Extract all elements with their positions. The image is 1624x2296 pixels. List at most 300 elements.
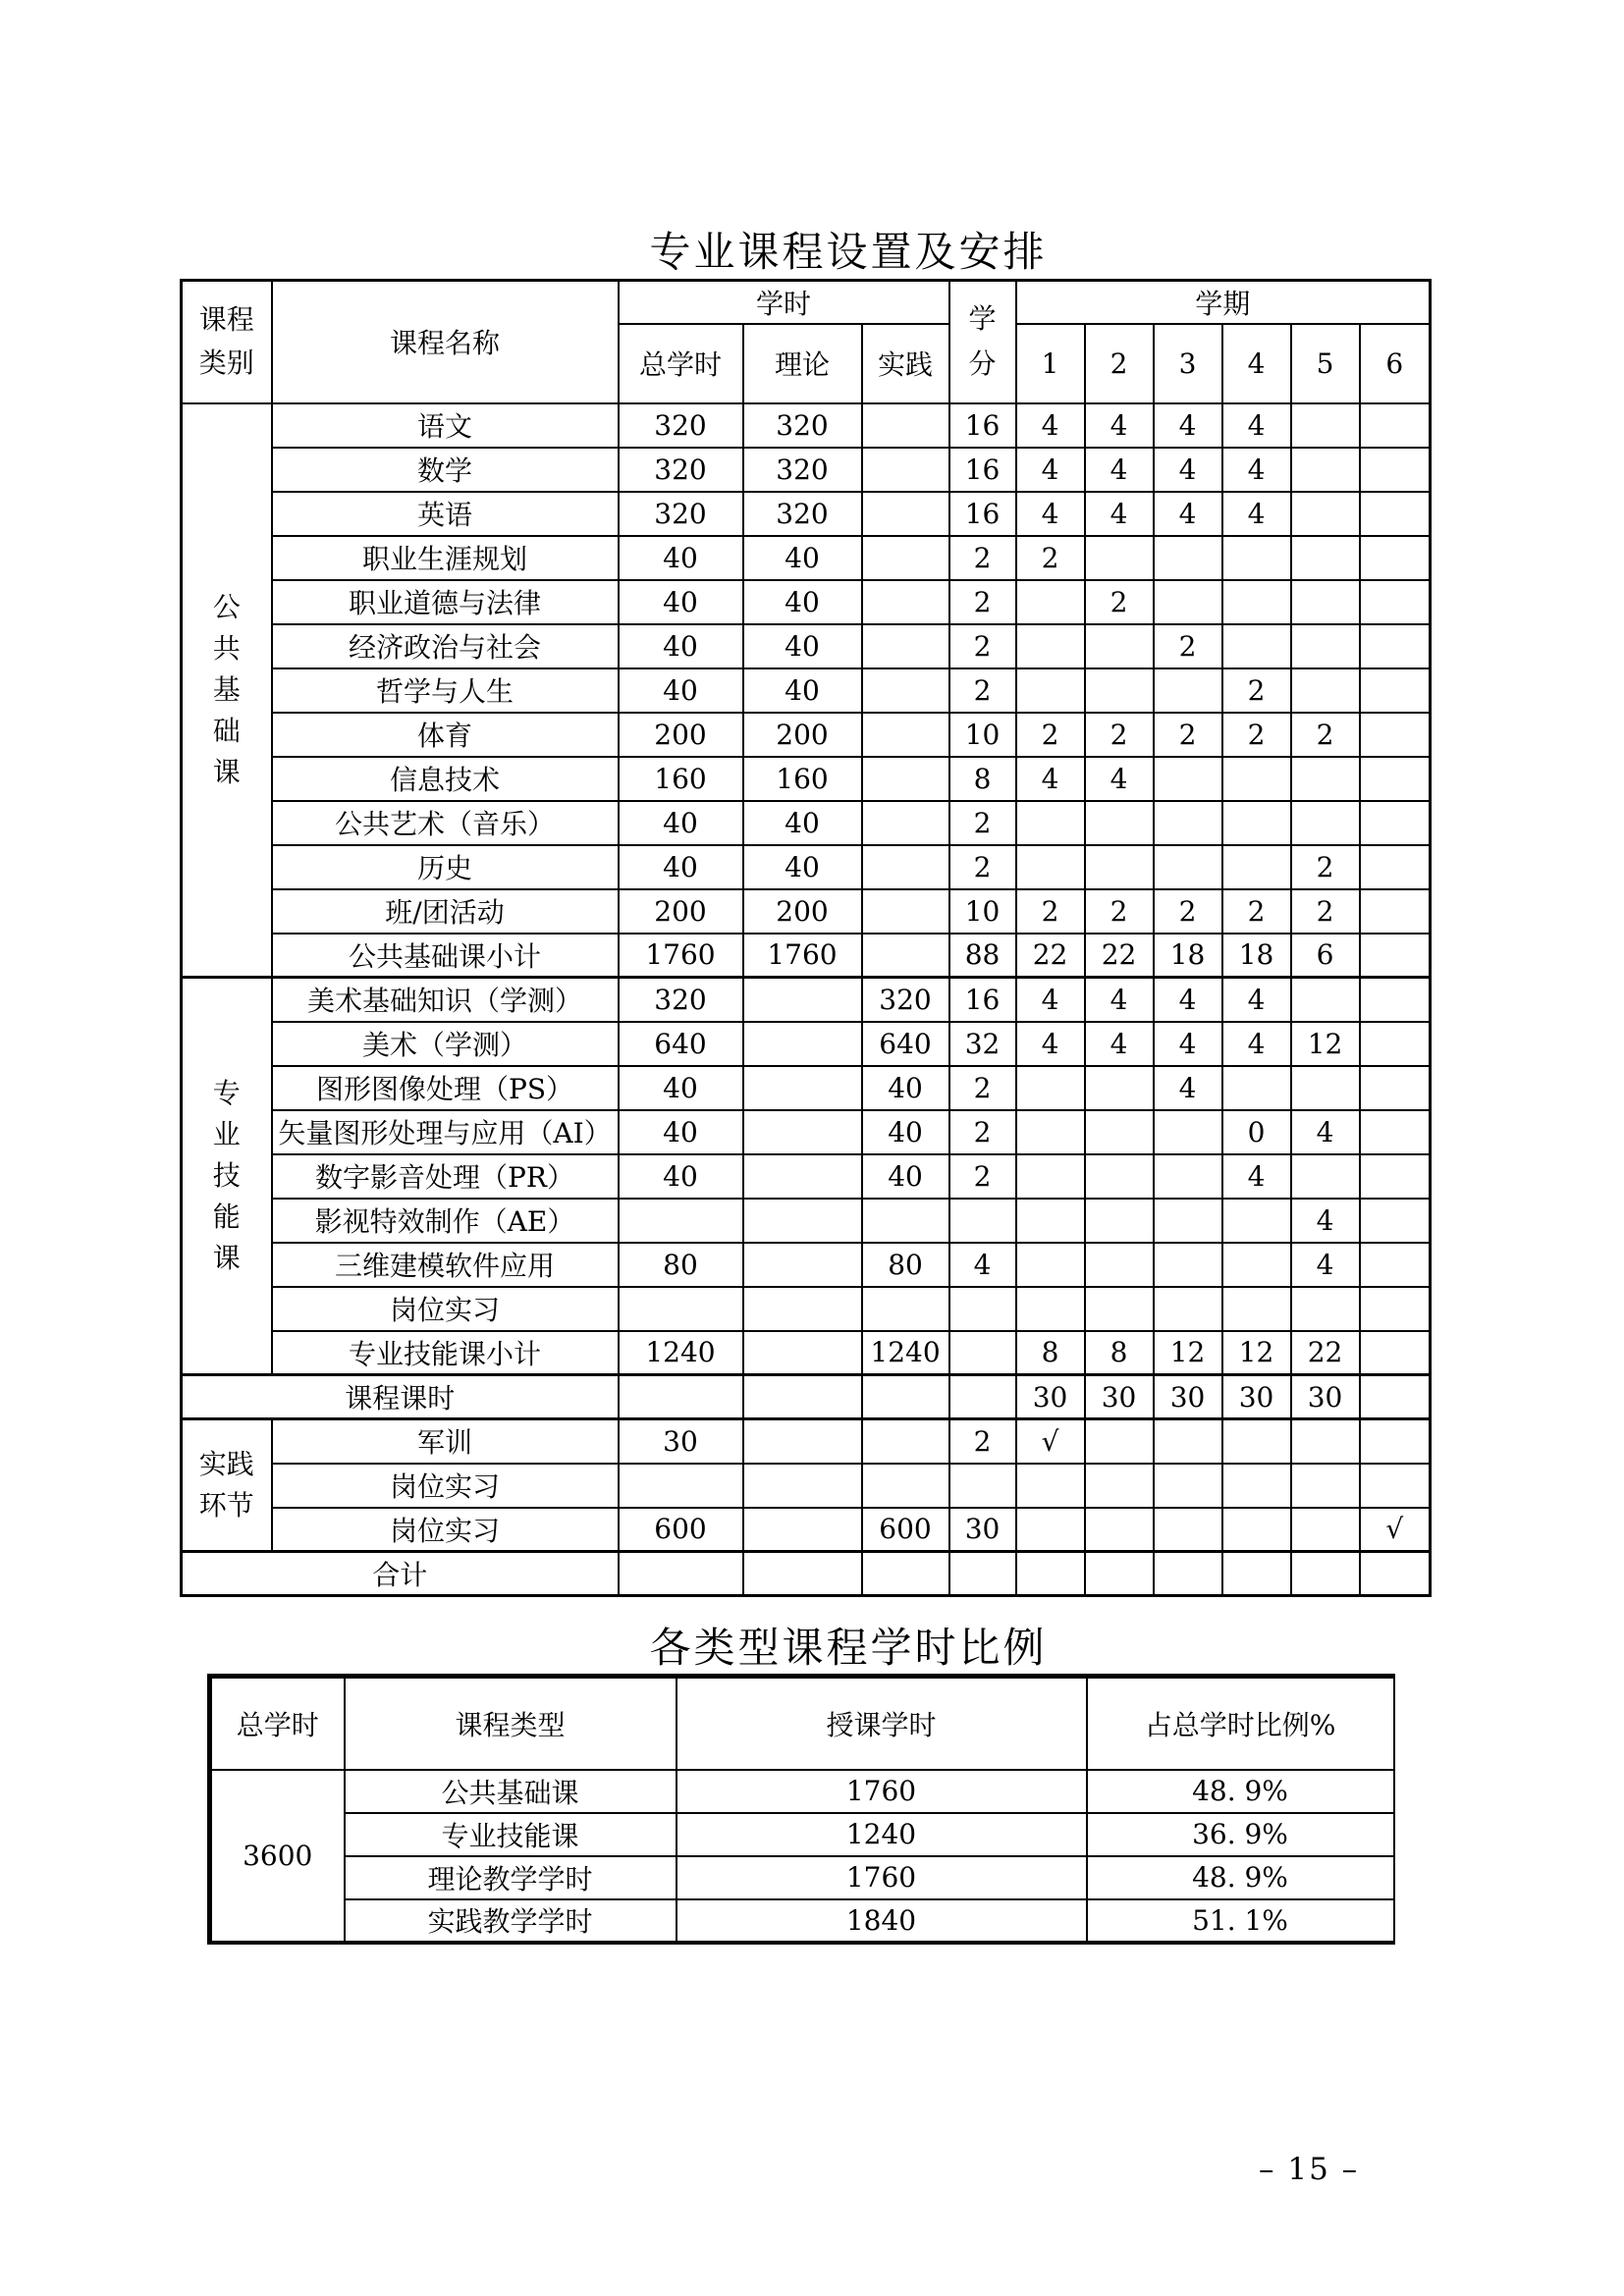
value-cell (949, 1552, 1016, 1596)
value-cell (743, 1154, 862, 1199)
value-cell: 80 (619, 1243, 743, 1287)
value-cell: 22 (1085, 934, 1154, 978)
value-cell: 4 (1016, 978, 1085, 1022)
value-cell: 2 (1154, 624, 1222, 668)
value-cell: 320 (743, 492, 862, 536)
category-label (182, 978, 272, 1375)
value-cell (743, 1199, 862, 1243)
value-cell (1360, 624, 1431, 668)
value-cell (1222, 1508, 1291, 1552)
value-cell: 8 (949, 757, 1016, 801)
course-name-cell: 历史 (272, 845, 619, 889)
value-cell (1291, 1419, 1360, 1464)
value-cell: 40 (743, 668, 862, 713)
value-cell (1291, 1066, 1360, 1110)
value-cell (1085, 536, 1154, 580)
table-row (182, 1022, 1431, 1066)
value-cell: 16 (949, 492, 1016, 536)
value-cell (1085, 1110, 1154, 1154)
course-name-cell: 语文 (272, 403, 619, 448)
value-cell: 4 (1085, 757, 1154, 801)
value-cell: 88 (949, 934, 1016, 978)
value-cell (1016, 1110, 1085, 1154)
value-cell (1360, 934, 1431, 978)
table-row (182, 1287, 1431, 1331)
value-cell: 8 (1016, 1331, 1085, 1375)
value-cell (862, 536, 949, 580)
value-cell: 40 (743, 801, 862, 845)
value-cell: 30 (949, 1508, 1016, 1552)
course-name-cell: 合计 (182, 1552, 619, 1596)
value-cell (1291, 536, 1360, 580)
value-cell (1360, 1287, 1431, 1331)
hours-ratio-table (207, 1674, 1395, 1945)
value-cell (1360, 1243, 1431, 1287)
value-cell: 80 (862, 1243, 949, 1287)
table2-title: 各类型课程学时比例 (649, 1624, 1048, 1672)
value-cell (862, 757, 949, 801)
value-cell: 40 (619, 801, 743, 845)
course-schedule-table-wrap (180, 279, 1432, 1597)
value-cell (1016, 1508, 1085, 1552)
course-name-cell: 数字影音处理（PR） (272, 1154, 619, 1199)
value-cell: 4 (1222, 403, 1291, 448)
teaching-hours-cell: 1240 (677, 1813, 1087, 1856)
value-cell (1360, 1331, 1431, 1375)
value-cell (1085, 1199, 1154, 1243)
ratio-header-row (210, 1677, 1394, 1770)
value-cell: 40 (743, 536, 862, 580)
percent-cell: 36. 9% (1087, 1813, 1394, 1856)
table-row (182, 1110, 1431, 1154)
course-name-cell: 英语 (272, 492, 619, 536)
value-cell: 8 (1085, 1331, 1154, 1375)
value-cell: 2 (949, 1154, 1016, 1199)
value-cell (1222, 580, 1291, 624)
value-cell: 40 (619, 536, 743, 580)
value-cell: 2 (1016, 536, 1085, 580)
header-course-category (182, 281, 272, 403)
table-row (182, 801, 1431, 845)
value-cell (862, 713, 949, 757)
value-cell (1222, 801, 1291, 845)
value-cell: 4 (1154, 978, 1222, 1022)
value-cell: 1240 (619, 1331, 743, 1375)
ratio-row (210, 1813, 1394, 1856)
value-cell (1154, 1287, 1222, 1331)
value-cell (1291, 1464, 1360, 1508)
value-cell (1291, 1552, 1360, 1596)
course-type-cell: 理论教学学时 (345, 1856, 677, 1899)
header-course-name: 课程名称 (272, 281, 619, 403)
value-cell: 4 (1222, 448, 1291, 492)
value-cell: 1760 (743, 934, 862, 978)
value-cell: 320 (862, 978, 949, 1022)
value-cell: 4 (949, 1243, 1016, 1287)
value-cell: 30 (1154, 1375, 1222, 1419)
value-cell (1360, 1110, 1431, 1154)
table-row (182, 978, 1431, 1022)
value-cell: 4 (1085, 978, 1154, 1022)
header-semester-6: 6 (1360, 324, 1431, 403)
course-name-cell: 课程课时 (182, 1375, 619, 1419)
value-cell (1085, 1508, 1154, 1552)
value-cell (1154, 1419, 1222, 1464)
value-cell (1360, 1022, 1431, 1066)
value-cell (1085, 624, 1154, 668)
value-cell (1222, 1199, 1291, 1243)
course-name-cell: 三维建模软件应用 (272, 1243, 619, 1287)
value-cell: 2 (1222, 889, 1291, 934)
value-cell: 4 (1085, 448, 1154, 492)
value-cell (949, 1331, 1016, 1375)
value-cell: 16 (949, 448, 1016, 492)
course-name-cell: 哲学与人生 (272, 668, 619, 713)
table-row (182, 1199, 1431, 1243)
value-cell (619, 1199, 743, 1243)
value-cell (743, 1552, 862, 1596)
value-cell: 30 (1222, 1375, 1291, 1419)
value-cell (862, 580, 949, 624)
value-cell: 2 (949, 801, 1016, 845)
value-cell: 1240 (862, 1331, 949, 1375)
ratio-row (210, 1899, 1394, 1943)
value-cell: 4 (1085, 1022, 1154, 1066)
value-cell (949, 1464, 1016, 1508)
value-cell (1154, 1154, 1222, 1199)
category-label (182, 1419, 272, 1552)
value-cell (1222, 624, 1291, 668)
table1-title: 专业课程设置及安排 (649, 228, 1048, 276)
value-cell (1154, 757, 1222, 801)
course-name-cell: 数学 (272, 448, 619, 492)
header-theory: 理论 (743, 324, 862, 403)
value-cell (1360, 1375, 1431, 1419)
value-cell (1291, 624, 1360, 668)
value-cell: 320 (619, 448, 743, 492)
teaching-hours-cell: 1760 (677, 1770, 1087, 1813)
value-cell: 40 (619, 1066, 743, 1110)
value-cell (1016, 845, 1085, 889)
header-semester-5: 5 (1291, 324, 1360, 403)
course-name-cell: 公共艺术（音乐） (272, 801, 619, 845)
value-cell (743, 1243, 862, 1287)
header-semester-1: 1 (1016, 324, 1085, 403)
value-cell: 30 (619, 1419, 743, 1464)
value-cell (1222, 757, 1291, 801)
value-cell: 600 (619, 1508, 743, 1552)
course-name-cell: 信息技术 (272, 757, 619, 801)
hours-ratio-table-wrap (207, 1674, 1395, 1945)
value-cell: 4 (1291, 1199, 1360, 1243)
value-cell (1154, 1464, 1222, 1508)
value-cell: 1760 (619, 934, 743, 978)
value-cell (1016, 1464, 1085, 1508)
value-cell: 2 (1291, 713, 1360, 757)
value-cell (1222, 1066, 1291, 1110)
value-cell (1222, 1287, 1291, 1331)
course-name-cell: 岗位实习 (272, 1287, 619, 1331)
value-cell: 4 (1154, 403, 1222, 448)
course-name-cell: 公共基础课小计 (272, 934, 619, 978)
header-credits (949, 281, 1016, 403)
course-name-cell: 军训 (272, 1419, 619, 1464)
category-label (182, 403, 272, 978)
value-cell (1154, 668, 1222, 713)
value-cell: 16 (949, 403, 1016, 448)
value-cell (1016, 580, 1085, 624)
table-row (182, 624, 1431, 668)
course-type-cell: 公共基础课 (345, 1770, 677, 1813)
value-cell (1360, 1066, 1431, 1110)
value-cell (1360, 1154, 1431, 1199)
value-cell: 160 (743, 757, 862, 801)
value-cell (1222, 1243, 1291, 1287)
value-cell (1016, 624, 1085, 668)
value-cell (862, 889, 949, 934)
value-cell (1360, 1464, 1431, 1508)
course-name-cell: 影视特效制作（AE） (272, 1199, 619, 1243)
value-cell: 4 (1154, 1066, 1222, 1110)
table-row (182, 403, 1431, 448)
value-cell (619, 1464, 743, 1508)
value-cell: 2 (949, 624, 1016, 668)
header-semester-3: 3 (1154, 324, 1222, 403)
header-semester-group: 学期 (1016, 281, 1431, 324)
value-cell (1291, 668, 1360, 713)
value-cell (862, 668, 949, 713)
value-cell (619, 1287, 743, 1331)
value-cell: 640 (862, 1022, 949, 1066)
value-cell: 4 (1154, 448, 1222, 492)
value-cell (1291, 580, 1360, 624)
course-name-cell: 岗位实习 (272, 1508, 619, 1552)
value-cell (1016, 1066, 1085, 1110)
table-row (182, 1508, 1431, 1552)
value-cell: 200 (619, 889, 743, 934)
value-cell: 40 (743, 624, 862, 668)
value-cell: 18 (1154, 934, 1222, 978)
value-cell: 12 (1154, 1331, 1222, 1375)
category-label-text: 专业技能课 (212, 1077, 241, 1274)
percent-cell: 48. 9% (1087, 1770, 1394, 1813)
value-cell (1291, 1287, 1360, 1331)
value-cell (1154, 801, 1222, 845)
table-row (182, 1375, 1431, 1419)
table-row (182, 1154, 1431, 1199)
value-cell: 4 (1016, 448, 1085, 492)
value-cell: 40 (619, 845, 743, 889)
table-row (182, 1419, 1431, 1464)
course-type-cell: 专业技能课 (345, 1813, 677, 1856)
value-cell: √ (1016, 1419, 1085, 1464)
category-label-text: 实践环节 (198, 1448, 254, 1522)
table-row (182, 1243, 1431, 1287)
table-header-row-1 (182, 281, 1431, 324)
header-total-hours-2: 总学时 (210, 1677, 345, 1770)
value-cell: 30 (1016, 1375, 1085, 1419)
value-cell (1154, 580, 1222, 624)
value-cell: 30 (1291, 1375, 1360, 1419)
value-cell: 10 (949, 713, 1016, 757)
value-cell: 2 (1085, 580, 1154, 624)
value-cell (1291, 448, 1360, 492)
value-cell (1360, 448, 1431, 492)
page-number: – 15 – (1259, 2152, 1360, 2187)
value-cell: 12 (1291, 1022, 1360, 1066)
value-cell (1085, 1287, 1154, 1331)
table-row (182, 1331, 1431, 1375)
value-cell (1360, 403, 1431, 448)
value-cell (949, 1375, 1016, 1419)
value-cell: 200 (743, 889, 862, 934)
value-cell: 18 (1222, 934, 1291, 978)
value-cell: 4 (1291, 1243, 1360, 1287)
course-name-cell: 经济政治与社会 (272, 624, 619, 668)
value-cell (1154, 845, 1222, 889)
value-cell (1085, 801, 1154, 845)
value-cell (1360, 845, 1431, 889)
value-cell: 22 (1016, 934, 1085, 978)
table-row (182, 1464, 1431, 1508)
table-row (182, 713, 1431, 757)
value-cell (1016, 1243, 1085, 1287)
value-cell (862, 1375, 949, 1419)
value-cell: 2 (1222, 713, 1291, 757)
value-cell: 40 (743, 845, 862, 889)
value-cell: 4 (1016, 492, 1085, 536)
value-cell: 4 (1291, 1110, 1360, 1154)
value-cell (1360, 492, 1431, 536)
value-cell: 2 (949, 536, 1016, 580)
value-cell: 0 (1222, 1110, 1291, 1154)
header-hours-group: 学时 (619, 281, 949, 324)
value-cell (862, 801, 949, 845)
value-cell: 30 (1085, 1375, 1154, 1419)
value-cell: 40 (619, 668, 743, 713)
value-cell: 40 (743, 580, 862, 624)
course-name-cell: 体育 (272, 713, 619, 757)
value-cell (1085, 668, 1154, 713)
value-cell: 2 (949, 668, 1016, 713)
value-cell: 12 (1222, 1331, 1291, 1375)
value-cell (1360, 536, 1431, 580)
course-name-cell: 岗位实习 (272, 1464, 619, 1508)
value-cell (1016, 801, 1085, 845)
total-hours-cell: 3600 (210, 1770, 345, 1943)
value-cell: 4 (1222, 1022, 1291, 1066)
value-cell (862, 845, 949, 889)
value-cell (1016, 1287, 1085, 1331)
value-cell: 40 (619, 1154, 743, 1199)
value-cell: 22 (1291, 1331, 1360, 1375)
value-cell (743, 1066, 862, 1110)
value-cell (1016, 1552, 1085, 1596)
value-cell: 320 (743, 448, 862, 492)
value-cell: 320 (619, 492, 743, 536)
value-cell (862, 1287, 949, 1331)
value-cell: 2 (1085, 713, 1154, 757)
value-cell (1360, 713, 1431, 757)
value-cell (1360, 1199, 1431, 1243)
value-cell (619, 1375, 743, 1419)
value-cell (1085, 1419, 1154, 1464)
value-cell: 600 (862, 1508, 949, 1552)
value-cell (862, 624, 949, 668)
value-cell: 2 (1085, 889, 1154, 934)
course-name-cell: 职业道德与法律 (272, 580, 619, 624)
value-cell: 4 (1222, 492, 1291, 536)
value-cell (743, 1419, 862, 1464)
value-cell (862, 403, 949, 448)
teaching-hours-cell: 1760 (677, 1856, 1087, 1899)
value-cell (1222, 845, 1291, 889)
value-cell (949, 1287, 1016, 1331)
value-cell (1360, 889, 1431, 934)
header-percent: 占总学时比例% (1087, 1677, 1394, 1770)
value-cell (1360, 668, 1431, 713)
value-cell: 6 (1291, 934, 1360, 978)
value-cell: 2 (1154, 713, 1222, 757)
course-type-cell: 实践教学学时 (345, 1899, 677, 1943)
value-cell (862, 1552, 949, 1596)
value-cell: 4 (1016, 403, 1085, 448)
course-name-cell: 矢量图形处理与应用（AI） (272, 1110, 619, 1154)
value-cell: 40 (619, 580, 743, 624)
value-cell (1085, 1243, 1154, 1287)
value-cell (862, 1419, 949, 1464)
value-cell: 4 (1222, 1154, 1291, 1199)
value-cell (1360, 801, 1431, 845)
value-cell (862, 492, 949, 536)
value-cell (862, 1199, 949, 1243)
value-cell: 4 (1154, 492, 1222, 536)
value-cell (862, 934, 949, 978)
value-cell: 200 (619, 713, 743, 757)
value-cell: 40 (862, 1154, 949, 1199)
value-cell: 32 (949, 1022, 1016, 1066)
value-cell (1360, 1552, 1431, 1596)
value-cell: 160 (619, 757, 743, 801)
value-cell: 4 (1154, 1022, 1222, 1066)
value-cell (1360, 978, 1431, 1022)
value-cell (862, 1464, 949, 1508)
value-cell (1291, 492, 1360, 536)
value-cell: 4 (1016, 1022, 1085, 1066)
table-row (182, 757, 1431, 801)
value-cell (1222, 1419, 1291, 1464)
value-cell: 2 (1016, 713, 1085, 757)
value-cell: 2 (1154, 889, 1222, 934)
header-total-hours: 总学时 (619, 324, 743, 403)
ratio-row (210, 1856, 1394, 1899)
percent-cell: 48. 9% (1087, 1856, 1394, 1899)
value-cell: 320 (619, 403, 743, 448)
value-cell: √ (1360, 1508, 1431, 1552)
value-cell: 320 (743, 403, 862, 448)
value-cell: 2 (949, 580, 1016, 624)
course-name-cell: 美术基础知识（学测） (272, 978, 619, 1022)
value-cell: 4 (1016, 757, 1085, 801)
course-schedule-table (180, 279, 1432, 1597)
course-name-cell: 美术（学测） (272, 1022, 619, 1066)
value-cell (1222, 1464, 1291, 1508)
table-row (182, 1066, 1431, 1110)
table-row (182, 934, 1431, 978)
value-cell (1154, 1199, 1222, 1243)
value-cell: 2 (949, 1419, 1016, 1464)
table-row (182, 580, 1431, 624)
